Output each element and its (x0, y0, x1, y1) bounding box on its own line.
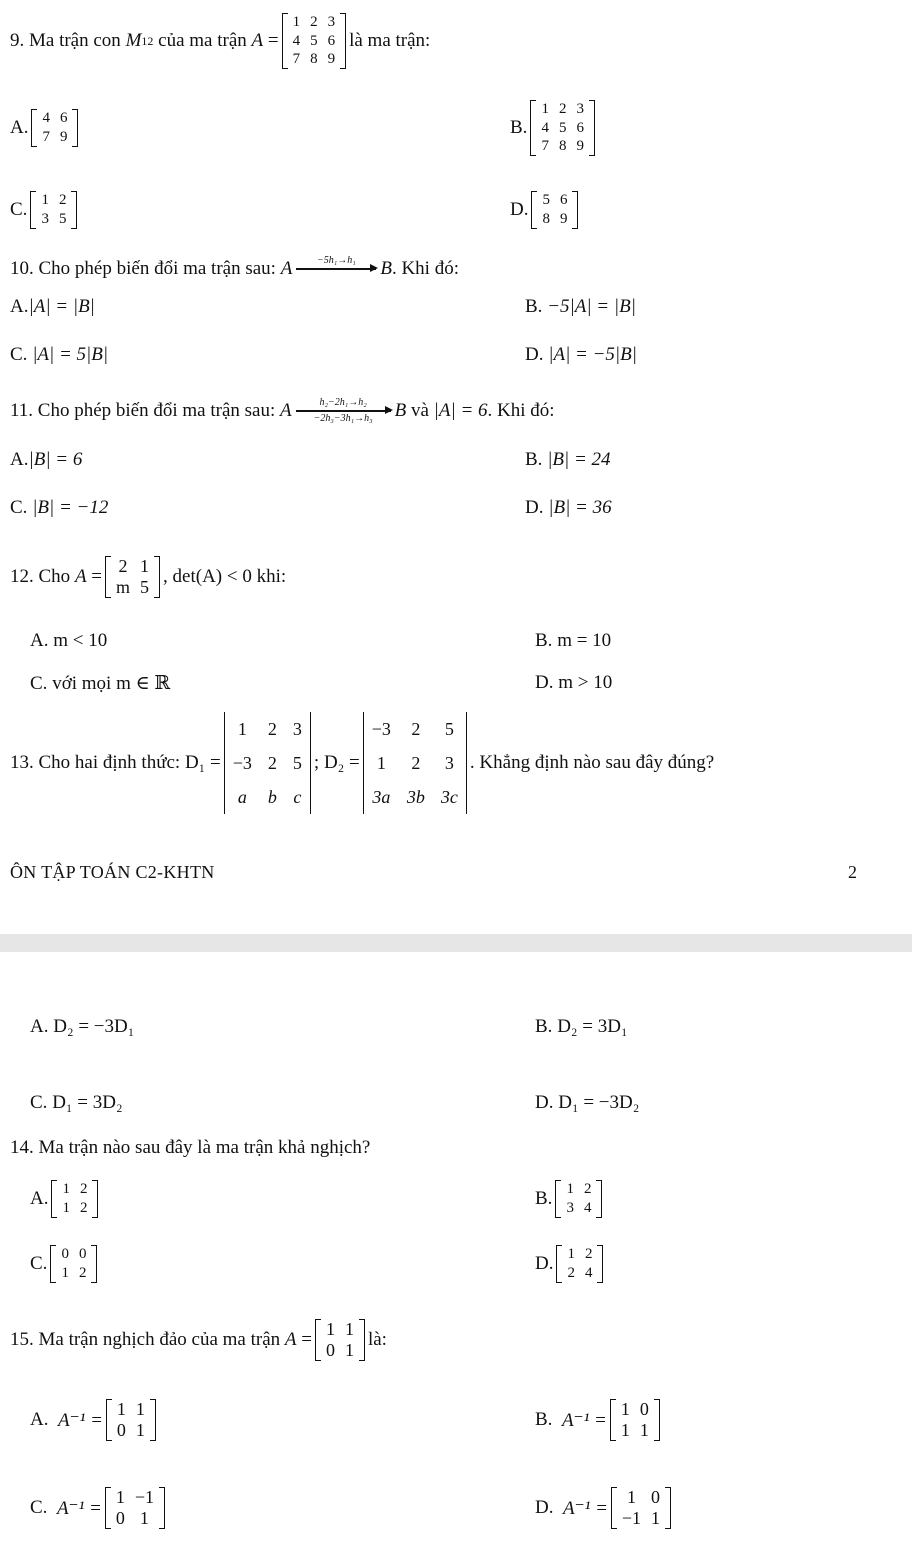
option-text: m = 10 (557, 630, 612, 651)
option-label: C. (30, 1497, 48, 1518)
q14-option-d-matrix (556, 1245, 603, 1283)
matrix-cell: 6 (59, 110, 68, 127)
option-label: B. (535, 630, 553, 651)
q15-option-d-matrix (611, 1487, 671, 1528)
q14-option-c[interactable] (30, 1239, 100, 1289)
q11-end: . Khi đó: (487, 400, 555, 421)
q10-stem (10, 252, 459, 286)
q15-inverse-label: A⁻¹ = (56, 1497, 102, 1519)
option-label: D. (510, 199, 529, 220)
matrix-cell: 1 (62, 1181, 70, 1198)
matrix-cell: 2 (558, 100, 567, 117)
q12-option-d[interactable] (535, 672, 612, 694)
q12-equals: = (91, 566, 103, 587)
q14-option-a[interactable] (30, 1174, 101, 1224)
option-label: B. (525, 296, 543, 317)
q10-b: B (380, 258, 392, 279)
option-label: C. (10, 344, 28, 365)
option-text: |B| = 36 (548, 497, 612, 518)
q9-equals: = (267, 30, 279, 51)
matrix-cell: 2 (78, 1265, 87, 1281)
q10-transform-arrow (296, 256, 376, 282)
matrix-cell: 1 (237, 718, 247, 739)
matrix-cell: 3 (576, 100, 584, 117)
q12-a-symbol: A (74, 566, 87, 587)
matrix-cell: 1 (541, 100, 549, 117)
matrix-cell: 1 (376, 752, 386, 773)
matrix-cell: 7 (541, 138, 549, 155)
matrix-cell: 9 (576, 138, 584, 155)
q11-and: và (410, 400, 429, 421)
option-label: A. (10, 117, 29, 138)
q9-option-c[interactable] (10, 185, 80, 235)
matrix-cell: 1 (344, 1319, 354, 1340)
q10-end: . Khi đó: (391, 258, 459, 279)
matrix-cell: 3 (292, 718, 302, 739)
matrix-cell: 1 (41, 192, 49, 209)
option-label: B. (535, 1188, 553, 1209)
q9-option-b-matrix (530, 100, 595, 156)
matrix-cell: −1 (134, 1487, 154, 1508)
q9-option-a-matrix (31, 109, 78, 147)
option-text: |B| = 6 (28, 449, 83, 470)
option-label: A. (30, 1409, 49, 1430)
matrix-cell: 2 (118, 556, 128, 577)
q12-option-a[interactable] (30, 630, 107, 652)
matrix-cell: 0 (116, 1420, 126, 1440)
q9-stem (10, 2, 430, 80)
matrix-cell: 2 (411, 718, 421, 739)
q12-number: 12. Cho (10, 566, 71, 587)
q11-option-b[interactable] (525, 449, 611, 471)
option-text: m < 10 (53, 630, 108, 651)
q9-option-a[interactable] (10, 103, 81, 153)
q13-option-b[interactable] (535, 1016, 628, 1038)
q10-option-d[interactable] (525, 344, 637, 366)
q11-arrow-label-bottom: −2h₃−3h₁→h₃ (313, 412, 373, 424)
q12-stem (10, 548, 286, 606)
matrix-cell: 9 (327, 51, 336, 68)
q9-minor-symbol: M (125, 30, 142, 51)
matrix-cell: 1 (135, 1420, 145, 1440)
q13-d2-label: ; D₂ = (313, 752, 360, 773)
q15-option-b-matrix (610, 1399, 660, 1440)
matrix-cell: 1 (115, 1487, 125, 1508)
q13-d1-label: D₁ = (184, 752, 221, 773)
q9-a-symbol: A (251, 30, 264, 51)
q13-option-c[interactable] (30, 1092, 123, 1114)
option-label: D. (535, 672, 554, 693)
matrix-cell: 7 (292, 51, 301, 68)
q12-option-b[interactable] (535, 630, 611, 652)
option-label: A. (10, 296, 29, 317)
matrix-cell: 1 (567, 1246, 575, 1263)
matrix-cell: 2 (583, 1181, 592, 1198)
matrix-cell: 1 (325, 1319, 335, 1340)
matrix-cell: 3 (566, 1200, 574, 1216)
option-text: −5|A| = |B| (547, 296, 636, 317)
matrix-cell: 4 (292, 32, 301, 49)
option-label: D. (525, 344, 544, 365)
q13-d1-determinant (224, 712, 311, 815)
matrix-cell: 1 (620, 1399, 630, 1420)
option-text: |A| = 5|B| (32, 344, 109, 365)
q11-option-d[interactable] (525, 497, 612, 519)
option-text: m > 10 (558, 672, 613, 693)
matrix-cell: 2 (58, 192, 67, 209)
page-number: 2 (848, 862, 858, 882)
option-text: |B| = −12 (32, 497, 109, 518)
option-label: A. (30, 630, 49, 651)
q14-option-c-matrix (50, 1245, 97, 1283)
q15-inverse-label: A⁻¹ = (57, 1409, 103, 1431)
option-label: D. (535, 1092, 554, 1113)
matrix-cell: 2 (267, 752, 277, 773)
matrix-cell: 2 (267, 718, 277, 739)
q10-option-a[interactable] (10, 296, 95, 318)
matrix-cell: 1 (116, 1399, 126, 1420)
q15-option-a[interactable] (30, 1388, 159, 1452)
matrix-cell: 8 (310, 51, 318, 68)
matrix-cell: 6 (559, 192, 568, 209)
q15-number: 15. Ma trận nghịch đảo của ma trận (10, 1329, 281, 1350)
matrix-cell: c (293, 787, 302, 808)
option-label: C. (10, 497, 28, 518)
q15-a-symbol: A (284, 1329, 297, 1350)
matrix-cell: −3 (232, 752, 252, 773)
matrix-cell: 6 (576, 119, 584, 136)
matrix-cell: 1 (651, 1508, 661, 1528)
matrix-cell: 4 (583, 1200, 592, 1216)
q14-option-d[interactable] (535, 1239, 606, 1289)
q13-end: . Khẳng định nào sau đây đúng? (469, 752, 715, 773)
matrix-cell: m (116, 577, 131, 597)
option-text: |A| = |B| (28, 296, 95, 317)
matrix-cell: −1 (621, 1508, 642, 1528)
matrix-cell: 3 (41, 211, 49, 227)
matrix-cell: 0 (651, 1487, 661, 1508)
option-label: B. (525, 449, 543, 470)
q11-arrow-label-top: h₂−2h₁→h₂ (319, 397, 367, 409)
q9-text: của ma trận (158, 30, 247, 51)
page-break (0, 934, 912, 952)
matrix-cell: 5 (444, 718, 454, 739)
q11-transform-arrow (296, 398, 391, 424)
matrix-cell: 1 (626, 1487, 636, 1508)
option-label: B. (535, 1016, 553, 1037)
matrix-cell: 1 (61, 1265, 69, 1281)
matrix-cell: 2 (310, 13, 318, 30)
option-text: D₂ = −3D₁ (53, 1016, 135, 1037)
q13-d2-determinant (363, 712, 467, 815)
q9-option-c-matrix (30, 191, 77, 229)
option-text: D₁ = −3D₂ (558, 1092, 640, 1113)
q14-option-a-matrix (51, 1180, 98, 1218)
q15-option-a-matrix (106, 1399, 156, 1440)
q15-stem (10, 1308, 387, 1372)
q9-option-d[interactable] (510, 185, 581, 235)
matrix-cell: a (237, 787, 247, 808)
matrix-cell: 1 (566, 1181, 574, 1198)
matrix-cell: b (267, 787, 277, 808)
matrix-cell: 4 (584, 1265, 593, 1281)
q15-equals: = (301, 1329, 312, 1350)
option-text: với mọi m ∈ ℝ (52, 673, 171, 694)
q11-stem (10, 392, 555, 430)
q12-matrix (105, 556, 160, 597)
q13-number: 13. Cho hai định thức: (10, 752, 181, 773)
q11-condition: |A| = 6 (433, 400, 488, 421)
q9-end: là ma trận: (349, 30, 431, 51)
q11-text: 11. Cho phép biến đổi ma trận sau: (10, 400, 276, 421)
q9-matrix (282, 13, 347, 69)
matrix-cell: 6 (327, 32, 336, 49)
option-label: A. (30, 1188, 49, 1209)
matrix-cell: 2 (411, 752, 421, 773)
matrix-cell: 3 (444, 752, 454, 773)
matrix-cell: 8 (542, 211, 550, 227)
q11-b: B (394, 400, 407, 421)
q15-end: là: (367, 1329, 387, 1350)
matrix-cell: 5 (542, 192, 550, 209)
matrix-cell: 7 (42, 129, 50, 145)
option-label: D. (535, 1497, 554, 1518)
matrix-cell: −3 (371, 718, 391, 739)
q10-a: A (280, 258, 293, 279)
q11-option-c[interactable] (10, 497, 108, 519)
option-text: |A| = −5|B| (548, 344, 637, 365)
matrix-cell: 9 (59, 129, 68, 145)
matrix-cell: 1 (620, 1420, 630, 1440)
matrix-cell: 1 (139, 1508, 149, 1528)
matrix-cell: 0 (61, 1246, 69, 1263)
q15-option-d[interactable] (535, 1476, 674, 1540)
option-text: D₂ = 3D₁ (557, 1016, 628, 1037)
matrix-cell: 2 (79, 1181, 88, 1198)
option-label: D. (525, 497, 544, 518)
matrix-cell: 3a (372, 787, 391, 808)
matrix-cell: 5 (58, 211, 67, 227)
matrix-cell: 8 (558, 138, 567, 155)
q13-option-d[interactable] (535, 1092, 639, 1114)
q11-a: A (280, 400, 292, 421)
q11-option-a[interactable] (10, 449, 82, 471)
matrix-cell: 1 (135, 1399, 145, 1420)
option-label: C. (30, 1253, 48, 1274)
q9-number: 9. Ma trận con (10, 30, 121, 51)
matrix-cell: 2 (584, 1246, 593, 1263)
matrix-cell: 4 (42, 110, 50, 127)
option-label: A. (10, 449, 29, 470)
matrix-cell: 1 (140, 556, 150, 577)
matrix-cell: 1 (344, 1340, 354, 1360)
option-label: C. (30, 673, 48, 694)
option-label: B. (535, 1409, 553, 1430)
matrix-cell: 5 (292, 752, 302, 773)
matrix-cell: 0 (325, 1340, 335, 1360)
matrix-cell: 2 (79, 1200, 88, 1216)
q14-option-b-matrix (555, 1180, 602, 1218)
matrix-cell: 0 (78, 1246, 87, 1263)
option-label: C. (30, 1092, 48, 1113)
matrix-cell: 5 (140, 577, 150, 597)
matrix-cell: 9 (559, 211, 568, 227)
matrix-cell: 4 (541, 119, 549, 136)
q12-end: khi: (256, 566, 287, 587)
matrix-cell: 3 (327, 13, 336, 30)
q12-condition: , det(A) < 0 (163, 566, 252, 587)
page-footer-title: ÔN TẬP TOÁN C2-KHTN (10, 862, 215, 882)
option-label: B. (510, 117, 528, 138)
matrix-cell: 0 (639, 1399, 649, 1420)
q9-option-d-matrix (531, 191, 578, 229)
matrix-cell: 1 (62, 1200, 70, 1216)
option-text: D₁ = 3D₂ (52, 1092, 123, 1113)
q10-option-c[interactable] (10, 344, 108, 366)
q12-option-c[interactable] (30, 672, 170, 695)
q10-text: 10. Cho phép biến đổi ma trận sau: (10, 258, 276, 279)
q15-option-b[interactable] (535, 1388, 663, 1452)
q9-minor-index: 12 (141, 33, 154, 48)
q15-option-c-matrix (105, 1487, 165, 1528)
q10-arrow-label: −5h₁→h₁ (316, 255, 356, 267)
q13-option-a[interactable] (30, 1016, 134, 1038)
matrix-cell: 3c (440, 787, 458, 808)
q15-inverse-label: A⁻¹ = (562, 1497, 608, 1519)
matrix-cell: 0 (115, 1508, 125, 1528)
q13-stem (10, 708, 714, 818)
q10-option-b[interactable] (525, 296, 636, 318)
q15-option-c[interactable] (30, 1476, 168, 1540)
q9-option-b[interactable] (510, 89, 598, 167)
option-label: C. (10, 199, 28, 220)
matrix-cell: 1 (292, 13, 301, 30)
matrix-cell: 5 (558, 119, 567, 136)
q14-option-b[interactable] (535, 1174, 605, 1224)
option-label: D. (535, 1253, 554, 1274)
q15-inverse-label: A⁻¹ = (561, 1409, 607, 1431)
option-text: |B| = 24 (547, 449, 611, 470)
option-label: A. (30, 1016, 49, 1037)
matrix-cell: 3b (406, 787, 425, 808)
q14-stem: 14. Ma trận nào sau đây là ma trận khả nghịch? (10, 1137, 371, 1158)
matrix-cell: 5 (310, 32, 318, 49)
matrix-cell: 1 (639, 1420, 649, 1440)
q15-matrix (315, 1319, 365, 1360)
matrix-cell: 2 (567, 1265, 575, 1281)
